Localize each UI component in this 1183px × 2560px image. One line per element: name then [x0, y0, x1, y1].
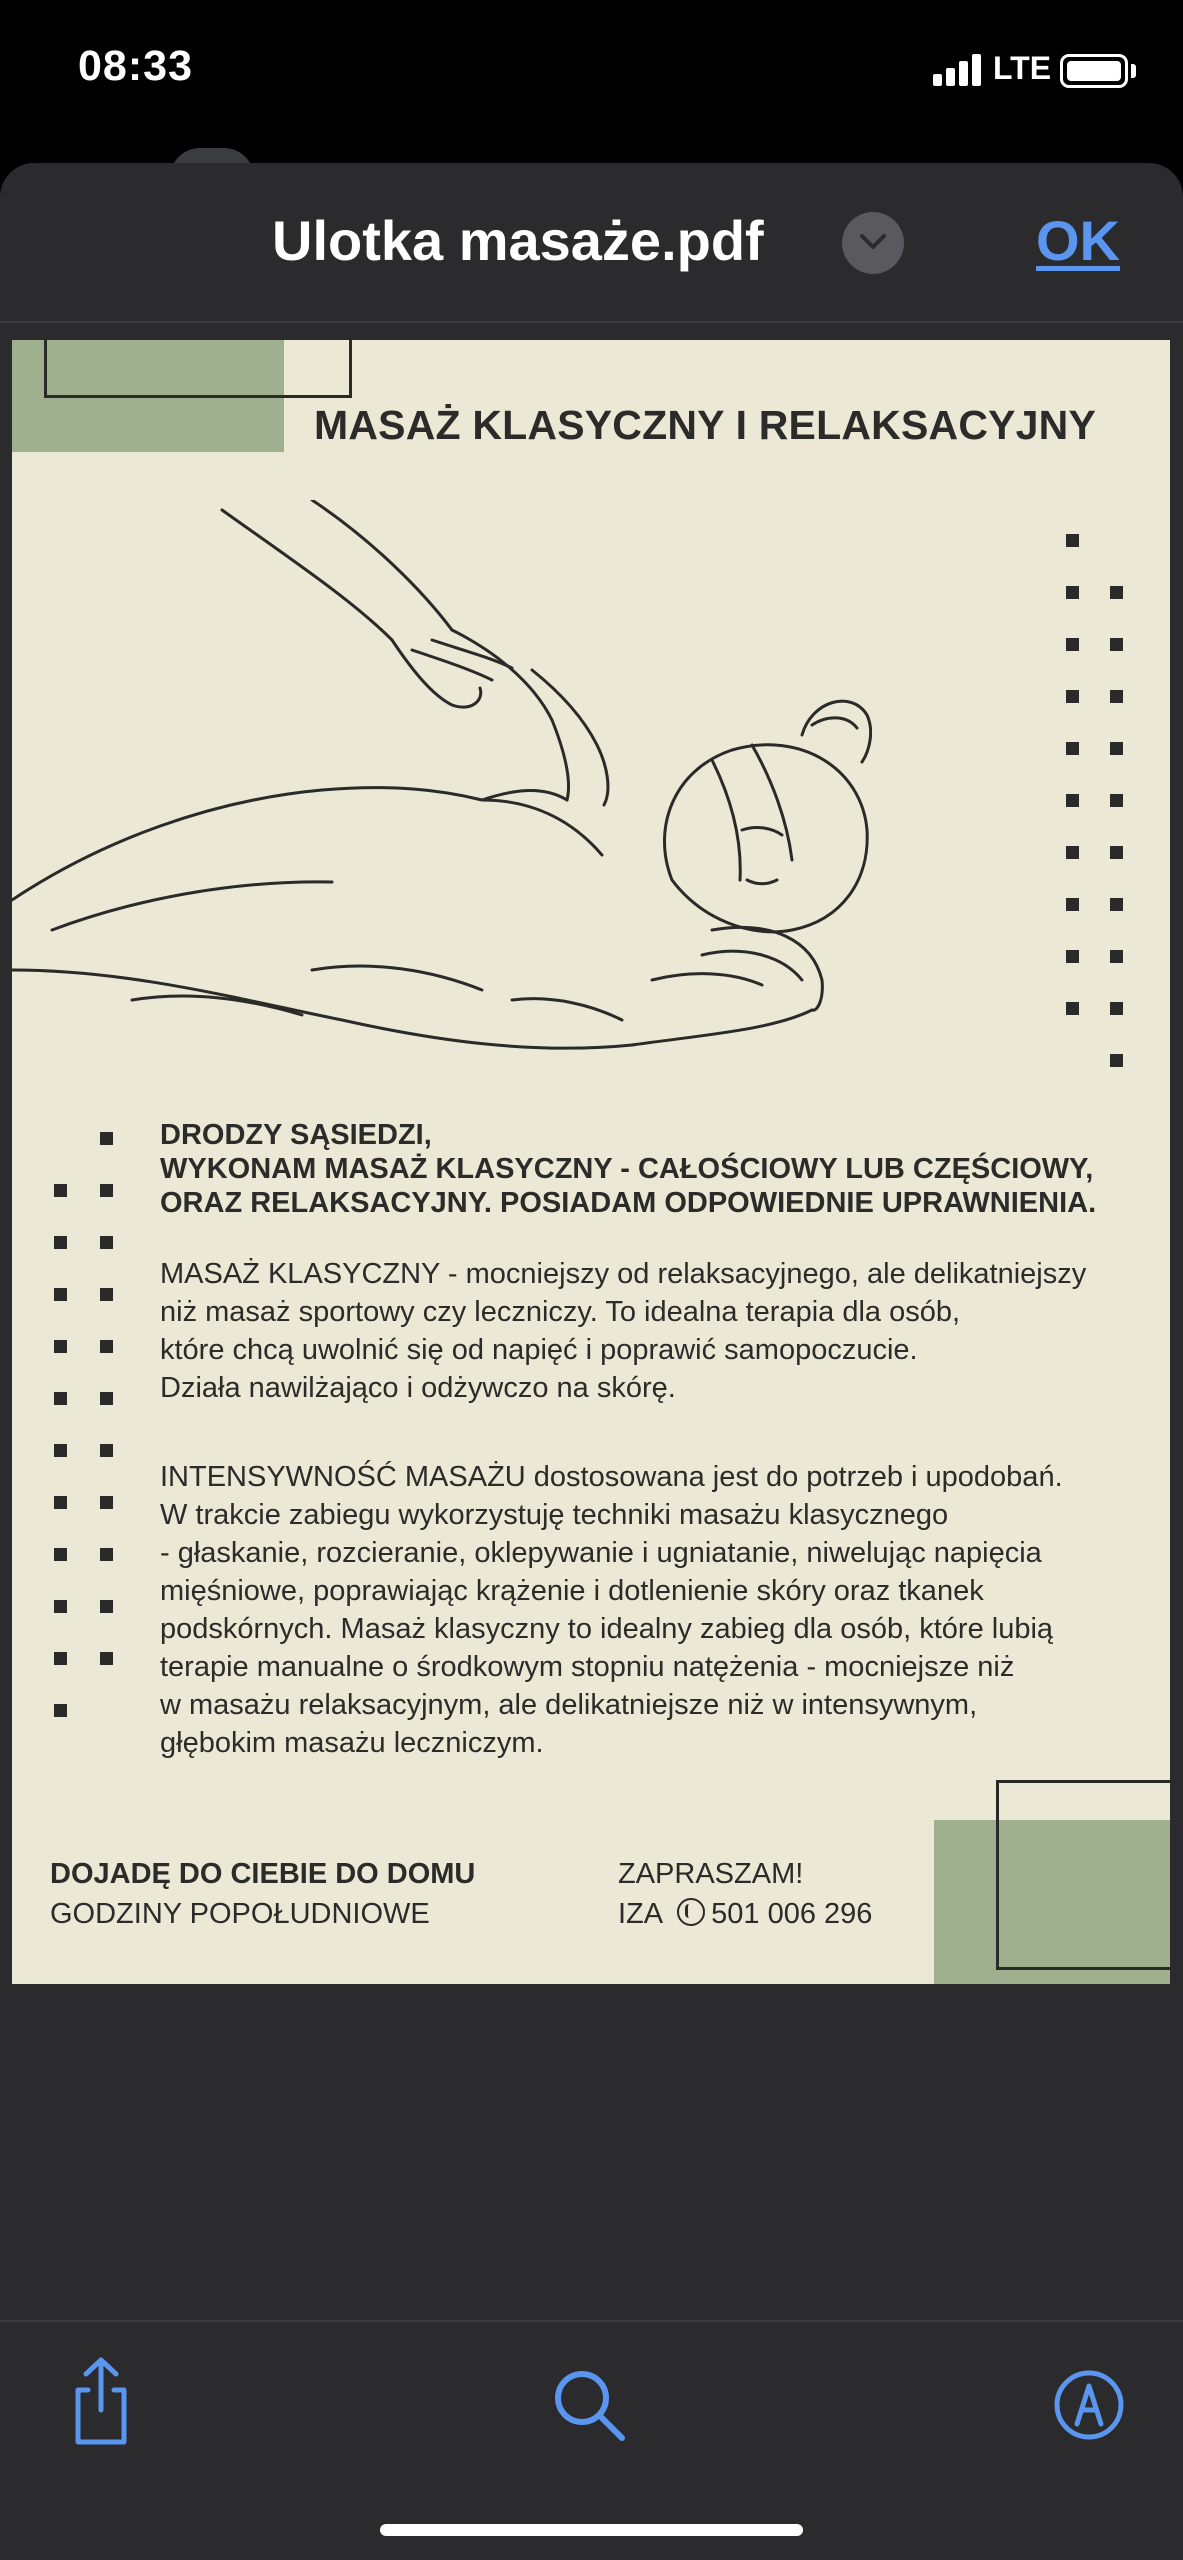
paragraph-line: mięśniowe, poprawiając krążenie i dotlenienie skóry oraz tkanek	[160, 1575, 984, 1607]
paragraph-line: - głaskanie, rozcieranie, oklepywanie i ugniatanie, niwelując napięcia	[160, 1537, 1042, 1569]
greeting-line: WYKONAM MASAŻ KLASYCZNY - CAŁOŚCIOWY LUB CZĘŚCIOWY,	[160, 1153, 1094, 1185]
document-title[interactable]: Ulotka masaże.pdf	[272, 209, 764, 272]
battery-icon	[1060, 54, 1128, 88]
paragraph-line: INTENSYWNOŚĆ MASAŻU dostosowana jest do potrzeb i upodobań.	[160, 1461, 1063, 1493]
greeting-text	[160, 1118, 1096, 1220]
navigation-bar	[0, 163, 1183, 323]
paragraph-line: głębokim masażu leczniczym.	[160, 1727, 544, 1759]
battery-cap	[1131, 64, 1136, 78]
paragraph-line: W trakcie zabiegu wykorzystuję techniki masażu klasycznego	[160, 1499, 949, 1531]
hours-text: GODZINY POPOŁUDNIOWE	[50, 1898, 430, 1930]
home-visit-text: DOJADĘ DO CIEBIE DO DOMU	[50, 1858, 476, 1890]
search-icon[interactable]	[546, 2362, 636, 2452]
classic-massage-paragraph	[160, 1255, 1086, 1407]
footer-contact	[618, 1854, 872, 1934]
paragraph-line: które chcą uwolnić się od napięć i poprawić samopoczucie.	[160, 1334, 918, 1366]
greeting-line: DRODZY SĄSIEDZI,	[160, 1119, 432, 1151]
paragraph-line: Działa nawilżająco i odżywczo na skórę.	[160, 1372, 676, 1404]
contact-name: IZA	[618, 1898, 664, 1930]
home-indicator[interactable]	[380, 2524, 803, 2536]
paragraph-line: MASAŻ KLASYCZNY - mocniejszy od relaksacyjnego, ale delikatniejszy	[160, 1258, 1087, 1290]
massage-illustration	[12, 500, 872, 1060]
paragraph-line: w masażu relaksacyjnym, ale delikatniejsze niż w intensywnym,	[160, 1689, 978, 1721]
greeting-line: ORAZ RELAKSACYJNY. POSIADAM ODPOWIEDNIE UPRAWNIENIA.	[160, 1187, 1097, 1219]
phone-icon	[677, 1898, 705, 1926]
intensity-paragraph	[160, 1458, 1063, 1762]
markup-icon[interactable]	[1044, 2360, 1134, 2450]
status-bar	[0, 0, 1183, 150]
decorative-frame	[996, 1780, 1170, 1970]
paragraph-line: podskórnych. Masaż klasyczny to idealny zabieg dla osób, które lubią	[160, 1613, 1054, 1645]
decorative-frame	[44, 340, 352, 398]
network-type: LTE	[993, 50, 1052, 86]
flyer-title: MASAŻ KLASYCZNY I RELAKSACYJNY	[314, 402, 1097, 448]
phone-number: 501 006 296	[711, 1898, 873, 1930]
done-button[interactable]: OK	[1036, 209, 1120, 272]
pdf-page	[12, 340, 1170, 1984]
paragraph-line: niż masaż sportowy czy leczniczy. To idealna terapia dla osób,	[160, 1296, 961, 1328]
chevron-down-icon[interactable]	[842, 212, 904, 274]
cellular-signal-icon	[933, 54, 981, 86]
contact-line	[618, 1894, 872, 1934]
invitation-text: ZAPRASZAM!	[618, 1858, 804, 1890]
footer-service-info	[50, 1854, 475, 1934]
share-icon[interactable]	[56, 2352, 146, 2442]
status-time: 08:33	[78, 42, 193, 90]
paragraph-line: terapie manualne o środkowym stopniu natężenia - mocniejsze niż	[160, 1651, 1015, 1683]
